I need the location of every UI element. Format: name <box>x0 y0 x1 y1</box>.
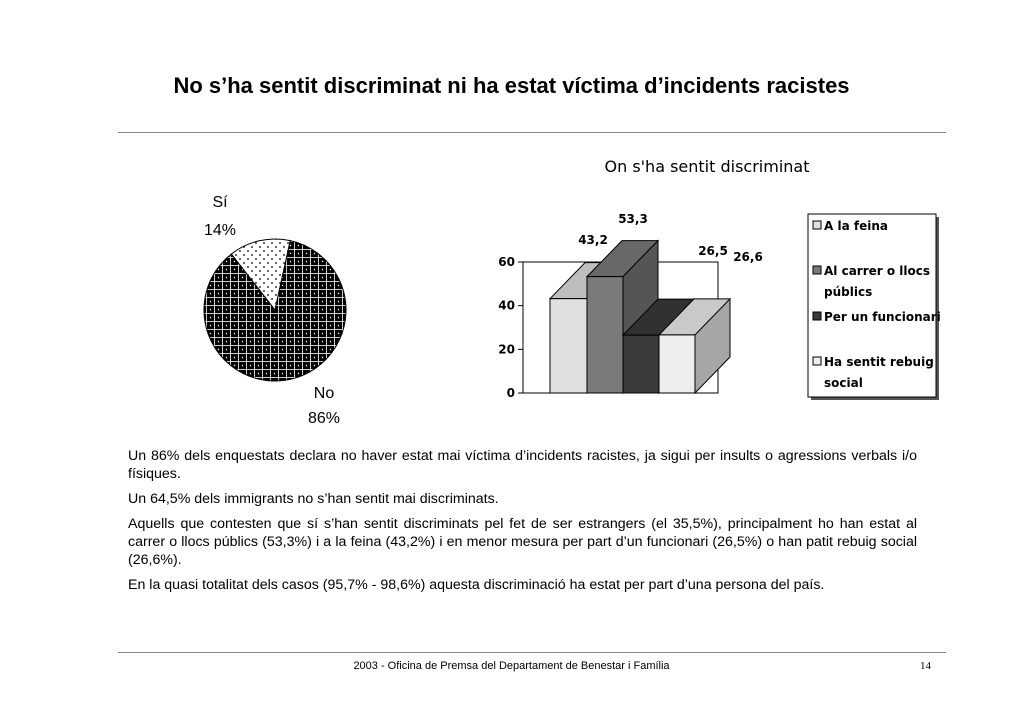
legend-label: Per un funcionari <box>824 310 941 324</box>
pie-value-no: 86% <box>307 410 341 427</box>
legend-label: social <box>824 376 863 390</box>
page-title: No s’ha sentit discriminat ni ha estat víctima d’incidents racistes <box>173 73 850 98</box>
legend-label: Al carrer o llocs <box>824 264 931 278</box>
legend-label: públics <box>824 285 873 299</box>
pie-value-si: 14% <box>203 222 237 239</box>
chart-title: On s'ha sentit discriminat <box>604 157 810 176</box>
top-divider <box>118 132 946 133</box>
legend-item-3 <box>813 310 941 324</box>
y-tick-label: 0 <box>506 386 515 400</box>
paragraph-3: Aquells que contesten que sí s’han sentit discriminats pel fet de ser estrangers (el 35,5%), principalment ho han estat al carrer o llocs públics (53,3%) i a la feina (43,2%) i en menor mesura per part d’un funcionari (26,5%) o han patit rebuig social (26,6%). <box>128 516 917 568</box>
bar-value-label-2: 53,3 <box>618 212 648 226</box>
paragraph-4: En la quasi totalitat dels casos (95,7% - 98,6%) aquesta discriminació ha estat per part d’una persona del país. <box>128 577 825 593</box>
pie-label-no: No <box>313 385 335 402</box>
summary-text <box>128 447 917 601</box>
paragraph-1: Un 86% dels enquestats declara no haver estat mai víctima d’incidents racistes, ja sigui per insults o agressions verbals i/o físiques. <box>128 448 917 482</box>
bar-value-label-1: 43,2 <box>578 233 608 247</box>
pie-chart <box>190 185 370 430</box>
y-tick-label: 20 <box>498 342 515 357</box>
paragraph-2: Un 64,5% dels immigrants no s’han sentit mai discriminats. <box>128 491 499 507</box>
bar-value-label-4: 26,6 <box>733 250 763 264</box>
page-number: 14 <box>920 660 931 672</box>
footer-text: 2003 - Oficina de Premsa del Departament de Benestar i Família <box>353 660 670 672</box>
chart-legend <box>808 214 941 400</box>
pie-label-si: Sí <box>212 194 228 211</box>
chart-bars <box>550 212 763 393</box>
bar-value-label-3: 26,5 <box>698 244 728 258</box>
y-tick-label: 40 <box>498 298 515 313</box>
bar-chart <box>490 148 950 408</box>
legend-label: Ha sentit rebuig <box>824 355 934 369</box>
legend-item-1 <box>813 219 888 233</box>
bottom-divider <box>118 652 946 653</box>
legend-label: A la feina <box>824 219 888 233</box>
y-tick-label: 60 <box>498 255 515 269</box>
